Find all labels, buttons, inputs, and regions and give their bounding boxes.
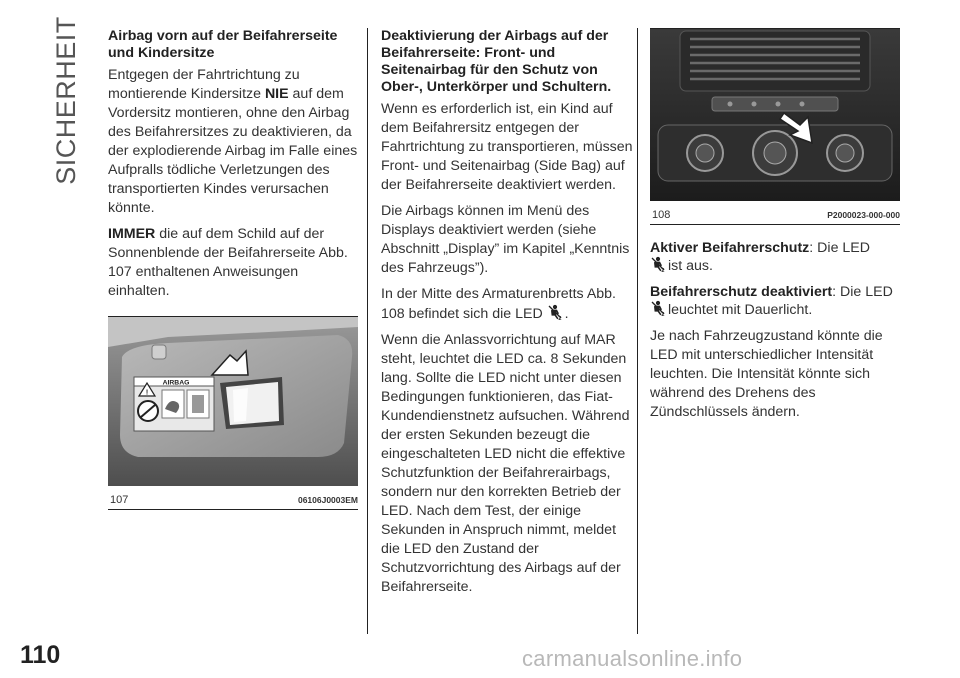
- paragraph: [108, 225, 358, 301]
- text-run: die auf dem Schild auf der Sonnenblende der Beifahrerseite Abb. 107 enthaltenen Anweisungen einhalten.: [108, 226, 348, 299]
- paragraph: Wenn die Anlassvorrichtung auf MAR steht, leuchtet die LED ca. 8 Sekunden lang. Sollte die LED nicht unter diesen Bedingungen funktionieren, das Fiat-Kundendienstnetz aufsuchen. Während der ersten Sekunden bezeugt die eingeschalteten LED nicht die effektive Schutzfunktion der Beifahrerairbags, sondern nur den korrekten Betrieb der LED. Nach dem Test, der einige Sekunden in Anspruch nimmt, meldet die LED den Zustand der Schutzvorrichtung des Airbags auf der Beifahrerseite.: [381, 332, 630, 595]
- paragraph: [108, 66, 358, 218]
- section-tab-label: SICHERHEIT: [50, 15, 81, 185]
- emphasis: Beifahrerschutz deaktiviert: [650, 284, 833, 300]
- dashboard-photo: [650, 29, 900, 206]
- text-run: leuchtet mit Dauerlicht.: [668, 302, 813, 318]
- text-run: auf dem Vordersitz montieren, ohne den Airbag des Beifahrersitzes zu deaktivieren, da der explodierende Airbag im Falle eines Aufpralls tödliche Verletzungen des transportierten Kindes verursachen könnte.: [108, 86, 358, 216]
- figure-number: 107: [110, 494, 129, 506]
- figure-107: [108, 316, 358, 510]
- column-divider: [367, 28, 368, 634]
- paragraph: Wenn es erforderlich ist, ein Kind auf dem Beifahrersitz entgegen der Fahrtrichtung zu transportieren, müssen Front- und Seitenairbag (Side Bag) auf der Beifahrerseite deaktiviert werden.: [381, 101, 633, 193]
- column-divider: [637, 28, 638, 634]
- status-line: [650, 256, 900, 276]
- airbag-label-text: AIRBAG: [162, 379, 190, 387]
- airbag-off-led-icon: [547, 304, 563, 320]
- watermark: carmanualsonline.info: [522, 646, 743, 671]
- column-right: [650, 28, 900, 429]
- emphasis: IMMER: [108, 226, 156, 242]
- emphasis: Aktiver Beifahrerschutz: [650, 240, 810, 256]
- airbag-off-led-icon: [650, 300, 666, 316]
- figure-code: 06106J0003EM: [297, 495, 358, 505]
- airbag-off-led-icon: [650, 256, 666, 272]
- text-run: : Die LED: [809, 240, 870, 256]
- section-heading: Airbag vorn auf der Beifahrerseite und Kindersitze: [108, 28, 338, 61]
- sun-visor-photo: [108, 317, 358, 491]
- text-run: Entgegen der Fahrtrichtung zu montierende Kindersitze: [108, 67, 300, 102]
- paragraph: [650, 239, 900, 276]
- svg-text:!: !: [145, 389, 149, 397]
- figure-caption: [650, 206, 900, 225]
- figure-caption: [108, 491, 358, 510]
- figure-108: [650, 28, 900, 225]
- figure-number: 108: [652, 209, 671, 221]
- paragraph: [381, 285, 636, 324]
- paragraph: Je nach Fahrzeugzustand könnte die LED mit unterschiedlicher Intensität leuchten. Die Intensität könnte sich während des Drehens des Zündschlüssels ändern.: [650, 328, 883, 420]
- paragraph: Die Airbags können im Menü des Displays deaktiviert werden (siehe Abschnitt „Display” im Kapitel „Kenntnis des Fahrzeugs”).: [381, 203, 630, 276]
- paragraph: [650, 283, 900, 320]
- figure-code: P2000023-000-000: [827, 210, 900, 220]
- text-run: : Die LED: [832, 284, 893, 300]
- section-tab: [50, 15, 82, 185]
- text-run: ist aus.: [668, 258, 713, 274]
- status-line: [650, 300, 900, 320]
- text-run: In der Mitte des Armaturenbretts Abb. 108 befindet sich die LED: [381, 286, 616, 322]
- page-number: 110: [20, 641, 61, 669]
- column-left: [108, 28, 358, 524]
- text-run: .: [564, 306, 569, 322]
- section-heading: Deaktivierung der Airbags auf der Beifahrerseite: Front- und Seitenairbag für den Schutz von Ober-, Unterkörper und Schultern.: [381, 28, 612, 95]
- emphasis: NIE: [264, 86, 289, 102]
- column-middle: [381, 28, 636, 604]
